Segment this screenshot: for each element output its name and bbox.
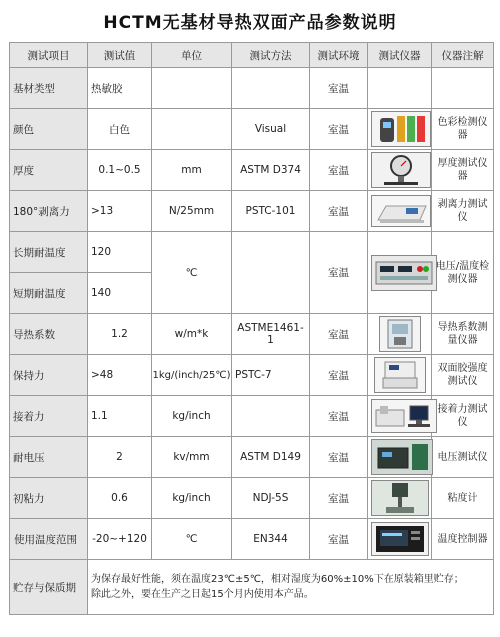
row-note xyxy=(432,68,494,109)
row-item: 基材类型 xyxy=(10,68,88,109)
header-item: 测试项目 xyxy=(10,43,88,68)
row-note: 色彩检测仪器 xyxy=(432,109,494,150)
row-method xyxy=(232,396,310,437)
table-row xyxy=(10,150,494,191)
table-row xyxy=(10,232,494,273)
table-row xyxy=(10,519,494,560)
row-env: 室温 xyxy=(310,150,368,191)
storage-line-1: 为保存最好性能，须在温度23℃±5℃，相对湿度为60%±10%下在原装箱里贮存； xyxy=(91,574,464,585)
thickness-gauge-image xyxy=(371,152,431,188)
header-env: 测试环境 xyxy=(310,43,368,68)
row-note: 粘度计 xyxy=(432,478,494,519)
table-row xyxy=(10,437,494,478)
row-instrument xyxy=(368,355,432,396)
row-instrument xyxy=(368,232,432,314)
row-item: 初粘力 xyxy=(10,478,88,519)
row-unit: ℃ xyxy=(152,519,232,560)
row-item: 导热系数 xyxy=(10,314,88,355)
row-method: NDJ-5S xyxy=(232,478,310,519)
row-value: >13 xyxy=(88,191,152,232)
row-env: 室温 xyxy=(310,355,368,396)
row-unit: ℃ xyxy=(152,232,232,314)
header-value: 测试值 xyxy=(88,43,152,68)
row-value: 0.6 xyxy=(88,478,152,519)
row-item: 180°剥离力 xyxy=(10,191,88,232)
row-value: 120 xyxy=(88,232,152,273)
row-value: -20~+120 xyxy=(88,519,152,560)
header-note: 仪器注解 xyxy=(432,43,494,68)
row-unit: w/m*k xyxy=(152,314,232,355)
row-value: 0.1~0.5 xyxy=(88,150,152,191)
row-method: ASTME1461-1 xyxy=(232,314,310,355)
spec-table xyxy=(9,42,494,615)
page-title: HCTM无基材导热双面产品参数说明 xyxy=(103,13,397,33)
row-note: 温度控制器 xyxy=(432,519,494,560)
row-item: 使用温度范围 xyxy=(10,519,88,560)
row-env: 室温 xyxy=(310,232,368,314)
row-value: 白色 xyxy=(88,109,152,150)
table-row xyxy=(10,68,494,109)
storage-text xyxy=(88,560,494,615)
row-env: 室温 xyxy=(310,478,368,519)
row-instrument xyxy=(368,109,432,150)
row-unit: 1kg/(inch/25℃) xyxy=(152,355,232,396)
row-instrument xyxy=(368,191,432,232)
row-note: 厚度测试仪器 xyxy=(432,150,494,191)
row-unit: kv/mm xyxy=(152,437,232,478)
row-instrument xyxy=(368,437,432,478)
row-value: 1.2 xyxy=(88,314,152,355)
row-note: 剥离力测试仪 xyxy=(432,191,494,232)
row-method xyxy=(232,232,310,314)
row-instrument xyxy=(368,314,432,355)
row-value: 2 xyxy=(88,437,152,478)
row-method: Visual xyxy=(232,109,310,150)
table-row xyxy=(10,478,494,519)
row-env: 室温 xyxy=(310,191,368,232)
row-unit: N/25mm xyxy=(152,191,232,232)
table-header-row xyxy=(10,43,494,68)
row-note: 双面胶强度测试仪 xyxy=(432,355,494,396)
row-unit: kg/inch xyxy=(152,396,232,437)
peel-tester-image xyxy=(371,195,431,227)
row-item: 厚度 xyxy=(10,150,88,191)
row-env: 室温 xyxy=(310,519,368,560)
row-value: 140 xyxy=(88,273,152,314)
row-unit xyxy=(152,68,232,109)
row-env: 室温 xyxy=(310,314,368,355)
row-instrument xyxy=(368,519,432,560)
row-method: PSTC-7 xyxy=(232,355,310,396)
row-method: ASTM D149 xyxy=(232,437,310,478)
voltage-temp-tester-image xyxy=(371,255,437,291)
table-row xyxy=(10,355,494,396)
row-item: 短期耐温度 xyxy=(10,273,88,314)
row-note: 电压/温度检测仪器 xyxy=(432,232,494,314)
row-value: >48 xyxy=(88,355,152,396)
storage-line-2: 除此之外，要在生产之日起15个月内使用本产品。 xyxy=(91,589,314,600)
row-note: 接着力测试仪 xyxy=(432,396,494,437)
table-row xyxy=(10,314,494,355)
row-item: 耐电压 xyxy=(10,437,88,478)
row-method: ASTM D374 xyxy=(232,150,310,191)
row-unit xyxy=(152,109,232,150)
row-env: 室温 xyxy=(310,109,368,150)
row-instrument xyxy=(368,68,432,109)
row-unit: mm xyxy=(152,150,232,191)
row-method: PSTC-101 xyxy=(232,191,310,232)
voltage-tester-image xyxy=(371,439,433,475)
row-item: 长期耐温度 xyxy=(10,232,88,273)
table-row xyxy=(10,109,494,150)
thermal-conductivity-image xyxy=(379,316,421,352)
row-note: 导热系数测量仪器 xyxy=(432,314,494,355)
row-item: 保持力 xyxy=(10,355,88,396)
row-method: EN344 xyxy=(232,519,310,560)
row-note: 电压测试仪 xyxy=(432,437,494,478)
row-item: 接着力 xyxy=(10,396,88,437)
table-row xyxy=(10,396,494,437)
header-method: 测试方法 xyxy=(232,43,310,68)
row-env: 室温 xyxy=(310,68,368,109)
row-value: 热敏胶 xyxy=(88,68,152,109)
viscometer-image xyxy=(371,480,429,516)
holding-tester-image xyxy=(374,357,426,393)
temp-controller-image xyxy=(371,522,429,556)
row-value: 1.1 xyxy=(88,396,152,437)
header-instrument: 测试仪器 xyxy=(368,43,432,68)
row-method xyxy=(232,68,310,109)
row-unit: kg/inch xyxy=(152,478,232,519)
row-instrument xyxy=(368,150,432,191)
row-instrument xyxy=(368,478,432,519)
row-env: 室温 xyxy=(310,396,368,437)
storage-row xyxy=(10,560,494,615)
header-unit: 单位 xyxy=(152,43,232,68)
row-env: 室温 xyxy=(310,437,368,478)
adhesion-tester-image xyxy=(371,399,437,433)
table-row xyxy=(10,191,494,232)
row-item: 颜色 xyxy=(10,109,88,150)
color-meter-image xyxy=(371,111,431,147)
storage-label: 贮存与保质期 xyxy=(10,560,88,615)
row-instrument xyxy=(368,396,432,437)
